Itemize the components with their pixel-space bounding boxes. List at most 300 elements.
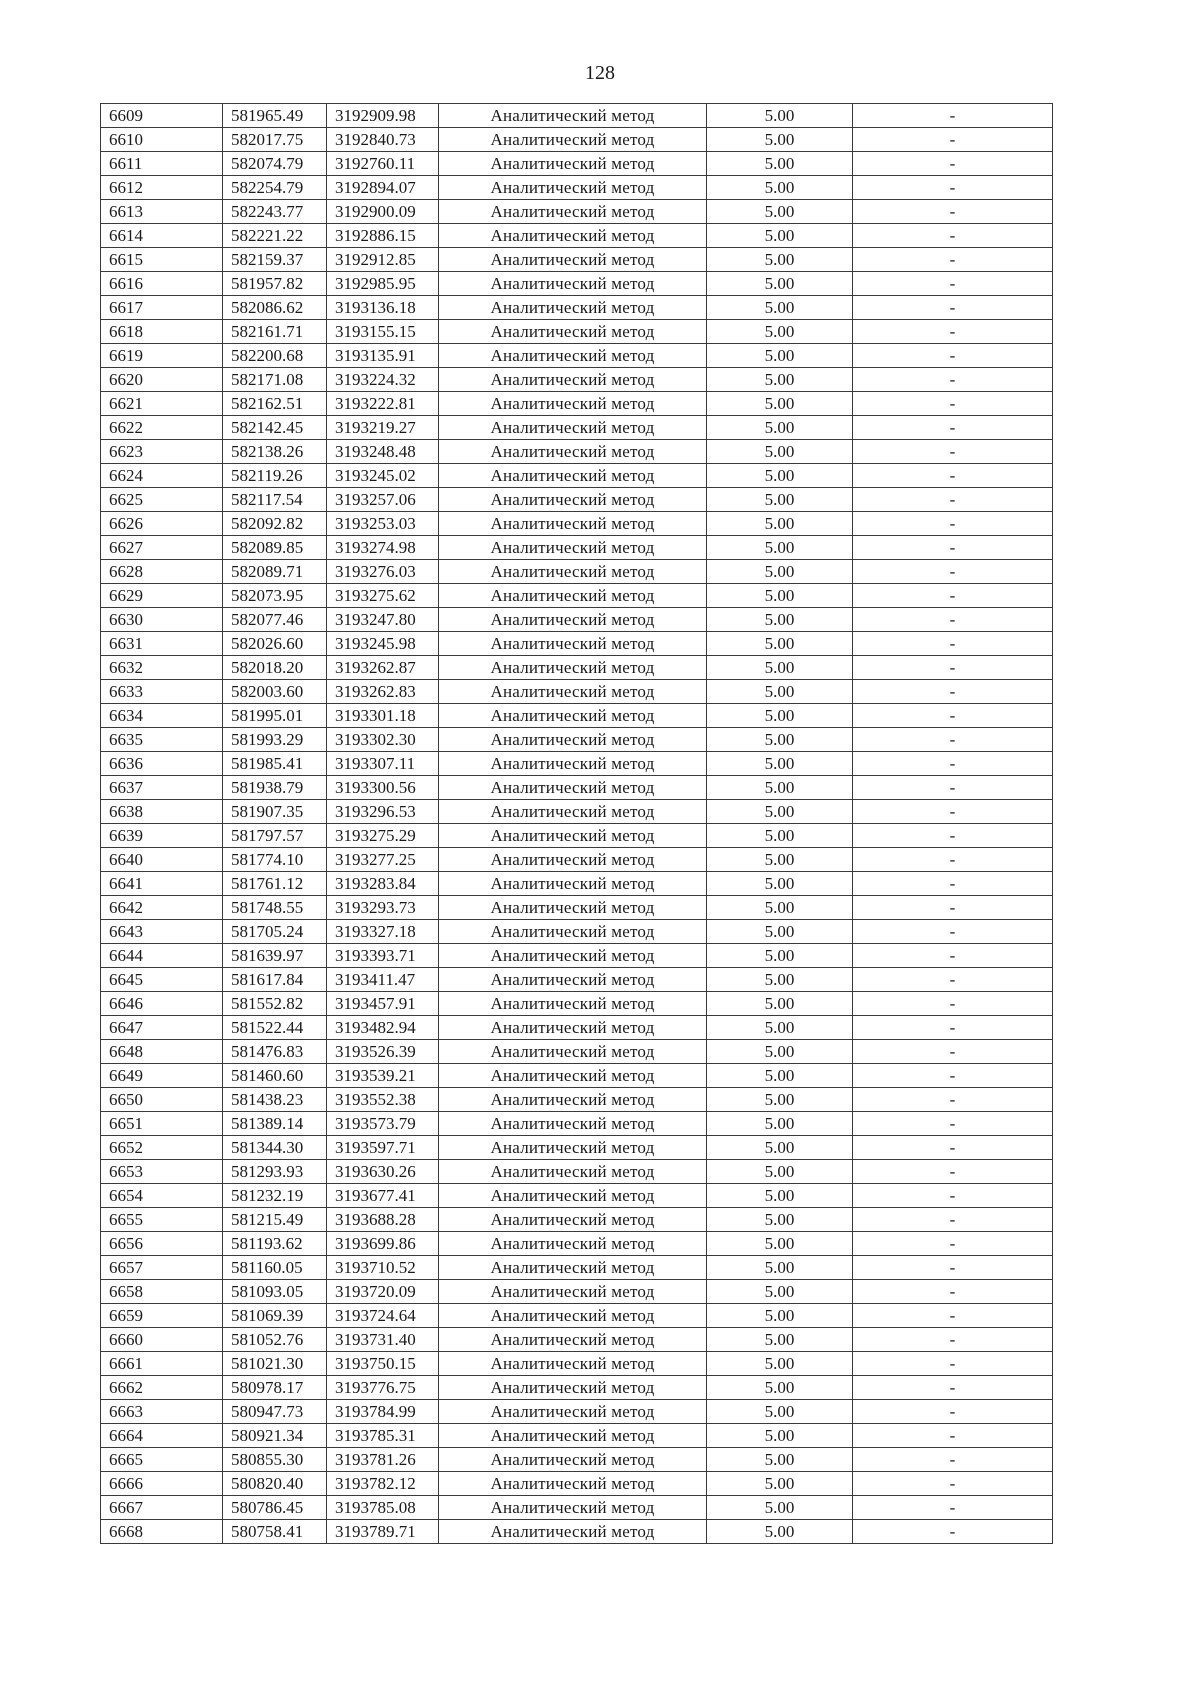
table-row bbox=[101, 608, 1053, 632]
point-number-cell: 6641 bbox=[101, 872, 223, 896]
note-cell: - bbox=[853, 128, 1053, 152]
point-number-cell: 6664 bbox=[101, 1424, 223, 1448]
y-coordinate-cell: 3192985.95 bbox=[327, 272, 439, 296]
y-coordinate-cell: 3193327.18 bbox=[327, 920, 439, 944]
method-cell: Аналитический метод bbox=[439, 824, 707, 848]
accuracy-cell: 5.00 bbox=[707, 248, 853, 272]
point-number-cell: 6613 bbox=[101, 200, 223, 224]
accuracy-cell: 5.00 bbox=[707, 1376, 853, 1400]
x-coordinate-cell: 581552.82 bbox=[223, 992, 327, 1016]
x-coordinate-cell: 582086.62 bbox=[223, 296, 327, 320]
method-cell: Аналитический метод bbox=[439, 1520, 707, 1544]
point-number-cell: 6630 bbox=[101, 608, 223, 632]
method-cell: Аналитический метод bbox=[439, 560, 707, 584]
table-row bbox=[101, 296, 1053, 320]
note-cell: - bbox=[853, 728, 1053, 752]
method-cell: Аналитический метод bbox=[439, 944, 707, 968]
accuracy-cell: 5.00 bbox=[707, 488, 853, 512]
x-coordinate-cell: 581438.23 bbox=[223, 1088, 327, 1112]
method-cell: Аналитический метод bbox=[439, 464, 707, 488]
y-coordinate-cell: 3193782.12 bbox=[327, 1472, 439, 1496]
accuracy-cell: 5.00 bbox=[707, 1424, 853, 1448]
point-number-cell: 6665 bbox=[101, 1448, 223, 1472]
table-row bbox=[101, 1040, 1053, 1064]
x-coordinate-cell: 582018.20 bbox=[223, 656, 327, 680]
table-row bbox=[101, 848, 1053, 872]
accuracy-cell: 5.00 bbox=[707, 848, 853, 872]
x-coordinate-cell: 581705.24 bbox=[223, 920, 327, 944]
page-number: 128 bbox=[585, 62, 615, 84]
table-row bbox=[101, 440, 1053, 464]
table-row bbox=[101, 824, 1053, 848]
table-row bbox=[101, 320, 1053, 344]
accuracy-cell: 5.00 bbox=[707, 680, 853, 704]
point-number-cell: 6649 bbox=[101, 1064, 223, 1088]
x-coordinate-cell: 580921.34 bbox=[223, 1424, 327, 1448]
y-coordinate-cell: 3193275.29 bbox=[327, 824, 439, 848]
point-number-cell: 6628 bbox=[101, 560, 223, 584]
x-coordinate-cell: 581052.76 bbox=[223, 1328, 327, 1352]
y-coordinate-cell: 3193731.40 bbox=[327, 1328, 439, 1352]
accuracy-cell: 5.00 bbox=[707, 632, 853, 656]
x-coordinate-cell: 581344.30 bbox=[223, 1136, 327, 1160]
point-number-cell: 6644 bbox=[101, 944, 223, 968]
accuracy-cell: 5.00 bbox=[707, 608, 853, 632]
table-row bbox=[101, 752, 1053, 776]
point-number-cell: 6612 bbox=[101, 176, 223, 200]
note-cell: - bbox=[853, 368, 1053, 392]
method-cell: Аналитический метод bbox=[439, 1280, 707, 1304]
method-cell: Аналитический метод bbox=[439, 128, 707, 152]
y-coordinate-cell: 3193677.41 bbox=[327, 1184, 439, 1208]
y-coordinate-cell: 3193247.80 bbox=[327, 608, 439, 632]
x-coordinate-cell: 581797.57 bbox=[223, 824, 327, 848]
y-coordinate-cell: 3193248.48 bbox=[327, 440, 439, 464]
table-row bbox=[101, 1232, 1053, 1256]
note-cell: - bbox=[853, 1352, 1053, 1376]
x-coordinate-cell: 582073.95 bbox=[223, 584, 327, 608]
accuracy-cell: 5.00 bbox=[707, 560, 853, 584]
y-coordinate-cell: 3193245.02 bbox=[327, 464, 439, 488]
x-coordinate-cell: 580786.45 bbox=[223, 1496, 327, 1520]
note-cell: - bbox=[853, 1520, 1053, 1544]
accuracy-cell: 5.00 bbox=[707, 128, 853, 152]
table-row bbox=[101, 416, 1053, 440]
accuracy-cell: 5.00 bbox=[707, 1328, 853, 1352]
note-cell: - bbox=[853, 1304, 1053, 1328]
point-number-cell: 6615 bbox=[101, 248, 223, 272]
y-coordinate-cell: 3193457.91 bbox=[327, 992, 439, 1016]
x-coordinate-cell: 582161.71 bbox=[223, 320, 327, 344]
y-coordinate-cell: 3192900.09 bbox=[327, 200, 439, 224]
x-coordinate-cell: 581761.12 bbox=[223, 872, 327, 896]
note-cell: - bbox=[853, 1448, 1053, 1472]
note-cell: - bbox=[853, 1064, 1053, 1088]
point-number-cell: 6629 bbox=[101, 584, 223, 608]
accuracy-cell: 5.00 bbox=[707, 1448, 853, 1472]
table-row bbox=[101, 872, 1053, 896]
note-cell: - bbox=[853, 200, 1053, 224]
y-coordinate-cell: 3193785.31 bbox=[327, 1424, 439, 1448]
accuracy-cell: 5.00 bbox=[707, 512, 853, 536]
method-cell: Аналитический метод bbox=[439, 248, 707, 272]
method-cell: Аналитический метод bbox=[439, 704, 707, 728]
note-cell: - bbox=[853, 248, 1053, 272]
y-coordinate-cell: 3193301.18 bbox=[327, 704, 439, 728]
point-number-cell: 6636 bbox=[101, 752, 223, 776]
method-cell: Аналитический метод bbox=[439, 872, 707, 896]
note-cell: - bbox=[853, 992, 1053, 1016]
accuracy-cell: 5.00 bbox=[707, 1280, 853, 1304]
x-coordinate-cell: 581476.83 bbox=[223, 1040, 327, 1064]
accuracy-cell: 5.00 bbox=[707, 296, 853, 320]
note-cell: - bbox=[853, 824, 1053, 848]
accuracy-cell: 5.00 bbox=[707, 1112, 853, 1136]
table-row bbox=[101, 1136, 1053, 1160]
point-number-cell: 6624 bbox=[101, 464, 223, 488]
method-cell: Аналитический метод bbox=[439, 1256, 707, 1280]
note-cell: - bbox=[853, 1376, 1053, 1400]
y-coordinate-cell: 3193699.86 bbox=[327, 1232, 439, 1256]
table-row bbox=[101, 1400, 1053, 1424]
table-row bbox=[101, 968, 1053, 992]
note-cell: - bbox=[853, 800, 1053, 824]
note-cell: - bbox=[853, 1112, 1053, 1136]
point-number-cell: 6662 bbox=[101, 1376, 223, 1400]
table-row bbox=[101, 560, 1053, 584]
accuracy-cell: 5.00 bbox=[707, 1064, 853, 1088]
x-coordinate-cell: 582243.77 bbox=[223, 200, 327, 224]
note-cell: - bbox=[853, 152, 1053, 176]
y-coordinate-cell: 3193262.83 bbox=[327, 680, 439, 704]
x-coordinate-cell: 580820.40 bbox=[223, 1472, 327, 1496]
point-number-cell: 6660 bbox=[101, 1328, 223, 1352]
accuracy-cell: 5.00 bbox=[707, 104, 853, 128]
accuracy-cell: 5.00 bbox=[707, 1208, 853, 1232]
point-number-cell: 6658 bbox=[101, 1280, 223, 1304]
table-row bbox=[101, 1496, 1053, 1520]
note-cell: - bbox=[853, 1424, 1053, 1448]
table-row bbox=[101, 656, 1053, 680]
x-coordinate-cell: 582221.22 bbox=[223, 224, 327, 248]
method-cell: Аналитический метод bbox=[439, 1208, 707, 1232]
method-cell: Аналитический метод bbox=[439, 632, 707, 656]
method-cell: Аналитический метод bbox=[439, 1424, 707, 1448]
table-row bbox=[101, 1208, 1053, 1232]
x-coordinate-cell: 581293.93 bbox=[223, 1160, 327, 1184]
point-number-cell: 6626 bbox=[101, 512, 223, 536]
point-number-cell: 6616 bbox=[101, 272, 223, 296]
note-cell: - bbox=[853, 1328, 1053, 1352]
y-coordinate-cell: 3193776.75 bbox=[327, 1376, 439, 1400]
table-row bbox=[101, 1064, 1053, 1088]
accuracy-cell: 5.00 bbox=[707, 752, 853, 776]
method-cell: Аналитический метод bbox=[439, 1088, 707, 1112]
x-coordinate-cell: 581748.55 bbox=[223, 896, 327, 920]
x-coordinate-cell: 582142.45 bbox=[223, 416, 327, 440]
y-coordinate-cell: 3192840.73 bbox=[327, 128, 439, 152]
x-coordinate-cell: 581160.05 bbox=[223, 1256, 327, 1280]
table-row bbox=[101, 128, 1053, 152]
point-number-cell: 6623 bbox=[101, 440, 223, 464]
table-row bbox=[101, 1376, 1053, 1400]
method-cell: Аналитический метод bbox=[439, 752, 707, 776]
point-number-cell: 6645 bbox=[101, 968, 223, 992]
table-row bbox=[101, 1304, 1053, 1328]
table-row bbox=[101, 272, 1053, 296]
y-coordinate-cell: 3193724.64 bbox=[327, 1304, 439, 1328]
y-coordinate-cell: 3193262.87 bbox=[327, 656, 439, 680]
point-number-cell: 6635 bbox=[101, 728, 223, 752]
point-number-cell: 6621 bbox=[101, 392, 223, 416]
point-number-cell: 6619 bbox=[101, 344, 223, 368]
method-cell: Аналитический метод bbox=[439, 584, 707, 608]
method-cell: Аналитический метод bbox=[439, 1160, 707, 1184]
x-coordinate-cell: 581965.49 bbox=[223, 104, 327, 128]
y-coordinate-cell: 3193526.39 bbox=[327, 1040, 439, 1064]
method-cell: Аналитический метод bbox=[439, 968, 707, 992]
note-cell: - bbox=[853, 560, 1053, 584]
y-coordinate-cell: 3193219.27 bbox=[327, 416, 439, 440]
note-cell: - bbox=[853, 416, 1053, 440]
note-cell: - bbox=[853, 1208, 1053, 1232]
y-coordinate-cell: 3193411.47 bbox=[327, 968, 439, 992]
method-cell: Аналитический метод bbox=[439, 1136, 707, 1160]
table-row bbox=[101, 992, 1053, 1016]
y-coordinate-cell: 3193393.71 bbox=[327, 944, 439, 968]
x-coordinate-cell: 581522.44 bbox=[223, 1016, 327, 1040]
accuracy-cell: 5.00 bbox=[707, 1016, 853, 1040]
y-coordinate-cell: 3192760.11 bbox=[327, 152, 439, 176]
x-coordinate-cell: 582119.26 bbox=[223, 464, 327, 488]
point-number-cell: 6637 bbox=[101, 776, 223, 800]
x-coordinate-cell: 581639.97 bbox=[223, 944, 327, 968]
point-number-cell: 6618 bbox=[101, 320, 223, 344]
table-row bbox=[101, 1448, 1053, 1472]
table-row bbox=[101, 584, 1053, 608]
method-cell: Аналитический метод bbox=[439, 1016, 707, 1040]
note-cell: - bbox=[853, 104, 1053, 128]
table-row bbox=[101, 104, 1053, 128]
method-cell: Аналитический метод bbox=[439, 368, 707, 392]
point-number-cell: 6657 bbox=[101, 1256, 223, 1280]
point-number-cell: 6625 bbox=[101, 488, 223, 512]
accuracy-cell: 5.00 bbox=[707, 896, 853, 920]
note-cell: - bbox=[853, 320, 1053, 344]
point-number-cell: 6659 bbox=[101, 1304, 223, 1328]
y-coordinate-cell: 3193136.18 bbox=[327, 296, 439, 320]
method-cell: Аналитический метод bbox=[439, 320, 707, 344]
method-cell: Аналитический метод bbox=[439, 200, 707, 224]
table-row bbox=[101, 200, 1053, 224]
table-row bbox=[101, 1184, 1053, 1208]
y-coordinate-cell: 3193597.71 bbox=[327, 1136, 439, 1160]
x-coordinate-cell: 581193.62 bbox=[223, 1232, 327, 1256]
table-row bbox=[101, 224, 1053, 248]
note-cell: - bbox=[853, 944, 1053, 968]
method-cell: Аналитический метод bbox=[439, 1496, 707, 1520]
accuracy-cell: 5.00 bbox=[707, 176, 853, 200]
note-cell: - bbox=[853, 344, 1053, 368]
point-number-cell: 6663 bbox=[101, 1400, 223, 1424]
y-coordinate-cell: 3193155.15 bbox=[327, 320, 439, 344]
method-cell: Аналитический метод bbox=[439, 392, 707, 416]
y-coordinate-cell: 3193720.09 bbox=[327, 1280, 439, 1304]
note-cell: - bbox=[853, 656, 1053, 680]
y-coordinate-cell: 3193300.56 bbox=[327, 776, 439, 800]
point-number-cell: 6656 bbox=[101, 1232, 223, 1256]
note-cell: - bbox=[853, 608, 1053, 632]
point-number-cell: 6614 bbox=[101, 224, 223, 248]
accuracy-cell: 5.00 bbox=[707, 1496, 853, 1520]
point-number-cell: 6642 bbox=[101, 896, 223, 920]
method-cell: Аналитический метод bbox=[439, 656, 707, 680]
note-cell: - bbox=[853, 296, 1053, 320]
accuracy-cell: 5.00 bbox=[707, 584, 853, 608]
table-row bbox=[101, 680, 1053, 704]
x-coordinate-cell: 581907.35 bbox=[223, 800, 327, 824]
x-coordinate-cell: 582089.85 bbox=[223, 536, 327, 560]
point-number-cell: 6643 bbox=[101, 920, 223, 944]
note-cell: - bbox=[853, 584, 1053, 608]
y-coordinate-cell: 3192912.85 bbox=[327, 248, 439, 272]
method-cell: Аналитический метод bbox=[439, 104, 707, 128]
y-coordinate-cell: 3192886.15 bbox=[327, 224, 439, 248]
accuracy-cell: 5.00 bbox=[707, 1520, 853, 1544]
y-coordinate-cell: 3193302.30 bbox=[327, 728, 439, 752]
accuracy-cell: 5.00 bbox=[707, 968, 853, 992]
point-number-cell: 6627 bbox=[101, 536, 223, 560]
note-cell: - bbox=[853, 224, 1053, 248]
point-number-cell: 6632 bbox=[101, 656, 223, 680]
table-row bbox=[101, 632, 1053, 656]
method-cell: Аналитический метод bbox=[439, 152, 707, 176]
x-coordinate-cell: 582254.79 bbox=[223, 176, 327, 200]
table-row bbox=[101, 368, 1053, 392]
note-cell: - bbox=[853, 872, 1053, 896]
y-coordinate-cell: 3193245.98 bbox=[327, 632, 439, 656]
table-row bbox=[101, 1160, 1053, 1184]
note-cell: - bbox=[853, 488, 1053, 512]
y-coordinate-cell: 3193135.91 bbox=[327, 344, 439, 368]
note-cell: - bbox=[853, 752, 1053, 776]
y-coordinate-cell: 3193482.94 bbox=[327, 1016, 439, 1040]
table-row bbox=[101, 1424, 1053, 1448]
x-coordinate-cell: 581021.30 bbox=[223, 1352, 327, 1376]
table-row bbox=[101, 248, 1053, 272]
method-cell: Аналитический метод bbox=[439, 1232, 707, 1256]
accuracy-cell: 5.00 bbox=[707, 1160, 853, 1184]
y-coordinate-cell: 3193253.03 bbox=[327, 512, 439, 536]
note-cell: - bbox=[853, 1040, 1053, 1064]
table-row bbox=[101, 176, 1053, 200]
x-coordinate-cell: 582003.60 bbox=[223, 680, 327, 704]
y-coordinate-cell: 3193274.98 bbox=[327, 536, 439, 560]
point-number-cell: 6651 bbox=[101, 1112, 223, 1136]
coordinates-table bbox=[100, 103, 1053, 1544]
method-cell: Аналитический метод bbox=[439, 176, 707, 200]
method-cell: Аналитический метод bbox=[439, 1376, 707, 1400]
accuracy-cell: 5.00 bbox=[707, 656, 853, 680]
y-coordinate-cell: 3193277.25 bbox=[327, 848, 439, 872]
accuracy-cell: 5.00 bbox=[707, 1088, 853, 1112]
note-cell: - bbox=[853, 680, 1053, 704]
x-coordinate-cell: 582017.75 bbox=[223, 128, 327, 152]
note-cell: - bbox=[853, 1280, 1053, 1304]
method-cell: Аналитический метод bbox=[439, 776, 707, 800]
accuracy-cell: 5.00 bbox=[707, 1136, 853, 1160]
y-coordinate-cell: 3193789.71 bbox=[327, 1520, 439, 1544]
table-row bbox=[101, 1280, 1053, 1304]
table-row bbox=[101, 944, 1053, 968]
accuracy-cell: 5.00 bbox=[707, 1352, 853, 1376]
method-cell: Аналитический метод bbox=[439, 1472, 707, 1496]
x-coordinate-cell: 581069.39 bbox=[223, 1304, 327, 1328]
table-row bbox=[101, 704, 1053, 728]
x-coordinate-cell: 582092.82 bbox=[223, 512, 327, 536]
table-row bbox=[101, 536, 1053, 560]
point-number-cell: 6666 bbox=[101, 1472, 223, 1496]
point-number-cell: 6634 bbox=[101, 704, 223, 728]
x-coordinate-cell: 581093.05 bbox=[223, 1280, 327, 1304]
note-cell: - bbox=[853, 1400, 1053, 1424]
y-coordinate-cell: 3193293.73 bbox=[327, 896, 439, 920]
y-coordinate-cell: 3193552.38 bbox=[327, 1088, 439, 1112]
point-number-cell: 6617 bbox=[101, 296, 223, 320]
accuracy-cell: 5.00 bbox=[707, 368, 853, 392]
note-cell: - bbox=[853, 1496, 1053, 1520]
y-coordinate-cell: 3193257.06 bbox=[327, 488, 439, 512]
method-cell: Аналитический метод bbox=[439, 296, 707, 320]
method-cell: Аналитический метод bbox=[439, 440, 707, 464]
note-cell: - bbox=[853, 848, 1053, 872]
table-row bbox=[101, 392, 1053, 416]
x-coordinate-cell: 582089.71 bbox=[223, 560, 327, 584]
accuracy-cell: 5.00 bbox=[707, 944, 853, 968]
accuracy-cell: 5.00 bbox=[707, 1184, 853, 1208]
note-cell: - bbox=[853, 1256, 1053, 1280]
table-row bbox=[101, 1520, 1053, 1544]
accuracy-cell: 5.00 bbox=[707, 224, 853, 248]
method-cell: Аналитический метод bbox=[439, 344, 707, 368]
method-cell: Аналитический метод bbox=[439, 608, 707, 632]
method-cell: Аналитический метод bbox=[439, 536, 707, 560]
method-cell: Аналитический метод bbox=[439, 920, 707, 944]
x-coordinate-cell: 582200.68 bbox=[223, 344, 327, 368]
accuracy-cell: 5.00 bbox=[707, 1400, 853, 1424]
method-cell: Аналитический метод bbox=[439, 896, 707, 920]
x-coordinate-cell: 582159.37 bbox=[223, 248, 327, 272]
point-number-cell: 6667 bbox=[101, 1496, 223, 1520]
table-row bbox=[101, 800, 1053, 824]
method-cell: Аналитический метод bbox=[439, 1184, 707, 1208]
x-coordinate-cell: 581938.79 bbox=[223, 776, 327, 800]
note-cell: - bbox=[853, 776, 1053, 800]
note-cell: - bbox=[853, 464, 1053, 488]
point-number-cell: 6638 bbox=[101, 800, 223, 824]
table-row bbox=[101, 1328, 1053, 1352]
point-number-cell: 6655 bbox=[101, 1208, 223, 1232]
x-coordinate-cell: 581460.60 bbox=[223, 1064, 327, 1088]
note-cell: - bbox=[853, 896, 1053, 920]
point-number-cell: 6620 bbox=[101, 368, 223, 392]
method-cell: Аналитический метод bbox=[439, 272, 707, 296]
point-number-cell: 6633 bbox=[101, 680, 223, 704]
point-number-cell: 6639 bbox=[101, 824, 223, 848]
note-cell: - bbox=[853, 272, 1053, 296]
accuracy-cell: 5.00 bbox=[707, 320, 853, 344]
note-cell: - bbox=[853, 1088, 1053, 1112]
